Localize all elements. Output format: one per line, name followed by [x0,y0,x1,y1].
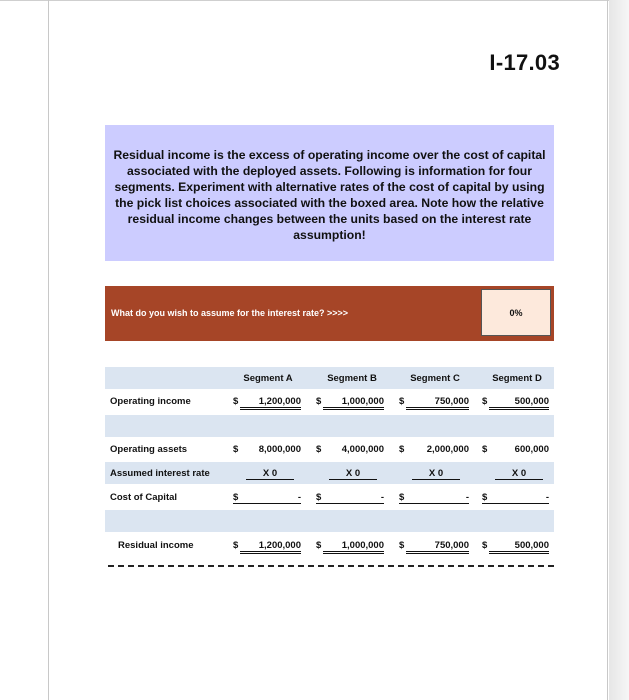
residual-income-c: 750,000 [406,540,469,554]
operating-income-c: 750,000 [406,396,469,410]
page-shadow [609,0,629,700]
header-segment-d: Segment D [492,373,542,384]
cost-of-capital-b: - [326,492,384,504]
operating-assets-currency-d: $ [482,444,488,455]
worksheet-page [48,0,608,700]
interest-rate-d: X 0 [495,468,543,480]
residual-income-currency-b: $ [316,540,322,551]
selected-rate-value: 0% [509,308,523,318]
operating-income-currency-d: $ [482,396,488,407]
intro-text: Residual income is the excess of operating income over the cost of capital associated with the deployed assets. Following is information for four segments. Experiment with alternative rates of the cost of capital by using the pick list choices associated with the boxed area. Note how the relative residual income changes between the units based on the interest rate assumption! [113,148,546,242]
sheet-id: I-17.03 [489,50,560,75]
operating-assets-c: 2,000,000 [426,444,469,455]
cost-of-capital-label: Cost of Capital [110,492,178,503]
residual-income-d: 500,000 [489,540,549,554]
cost-of-capital-currency-c: $ [399,492,409,504]
table-bottom-border [108,565,554,567]
operating-assets-label: Operating assets [110,444,188,455]
operating-assets-a: 8,000,000 [258,444,301,455]
cost-of-capital-d: - [492,492,549,504]
operating-income-label: Operating income [110,396,191,407]
cost-of-capital-currency-b: $ [316,492,326,504]
residual-income-currency-d: $ [482,540,488,551]
header-segment-c: Segment C [410,373,460,384]
cost-of-capital-currency-d: $ [482,492,492,504]
residual-income-currency-c: $ [399,540,405,551]
cost-of-capital-c: - [409,492,469,504]
operating-income-currency-b: $ [316,396,322,407]
interest-rate-question-label: What do you wish to assume for the interest rate? >>>> [111,308,349,318]
cost-of-capital-currency-a: $ [233,492,243,504]
operating-income-b: 1,000,000 [323,396,384,410]
operating-income-currency-a: $ [233,396,239,407]
operating-income-currency-c: $ [399,396,405,407]
operating-income-d: 500,000 [489,396,549,410]
header-segment-b: Segment B [327,373,377,384]
interest-rate-picklist[interactable] [481,289,551,336]
residual-income-label: Residual income [118,540,194,551]
intro-box [105,125,554,261]
operating-assets-b: 4,000,000 [341,444,384,455]
interest-rate-label: Assumed interest rate [110,468,210,479]
spacer-band-2 [105,510,554,532]
operating-assets-d: 600,000 [514,444,549,455]
spacer-band-1 [105,415,554,437]
residual-income-currency-a: $ [233,540,239,551]
residual-income-b: 1,000,000 [323,540,384,554]
operating-assets-currency-b: $ [316,444,322,455]
interest-rate-c: X 0 [412,468,460,480]
interest-rate-a: X 0 [246,468,294,480]
header-segment-a: Segment A [243,373,293,384]
operating-assets-currency-c: $ [399,444,405,455]
interest-rate-question [105,286,472,341]
interest-rate-picklist-frame [478,286,554,341]
interest-rate-b: X 0 [329,468,377,480]
operating-assets-currency-a: $ [233,444,239,455]
operating-income-a: 1,200,000 [240,396,301,410]
residual-income-a: 1,200,000 [240,540,301,554]
cost-of-capital-a: - [243,492,301,504]
